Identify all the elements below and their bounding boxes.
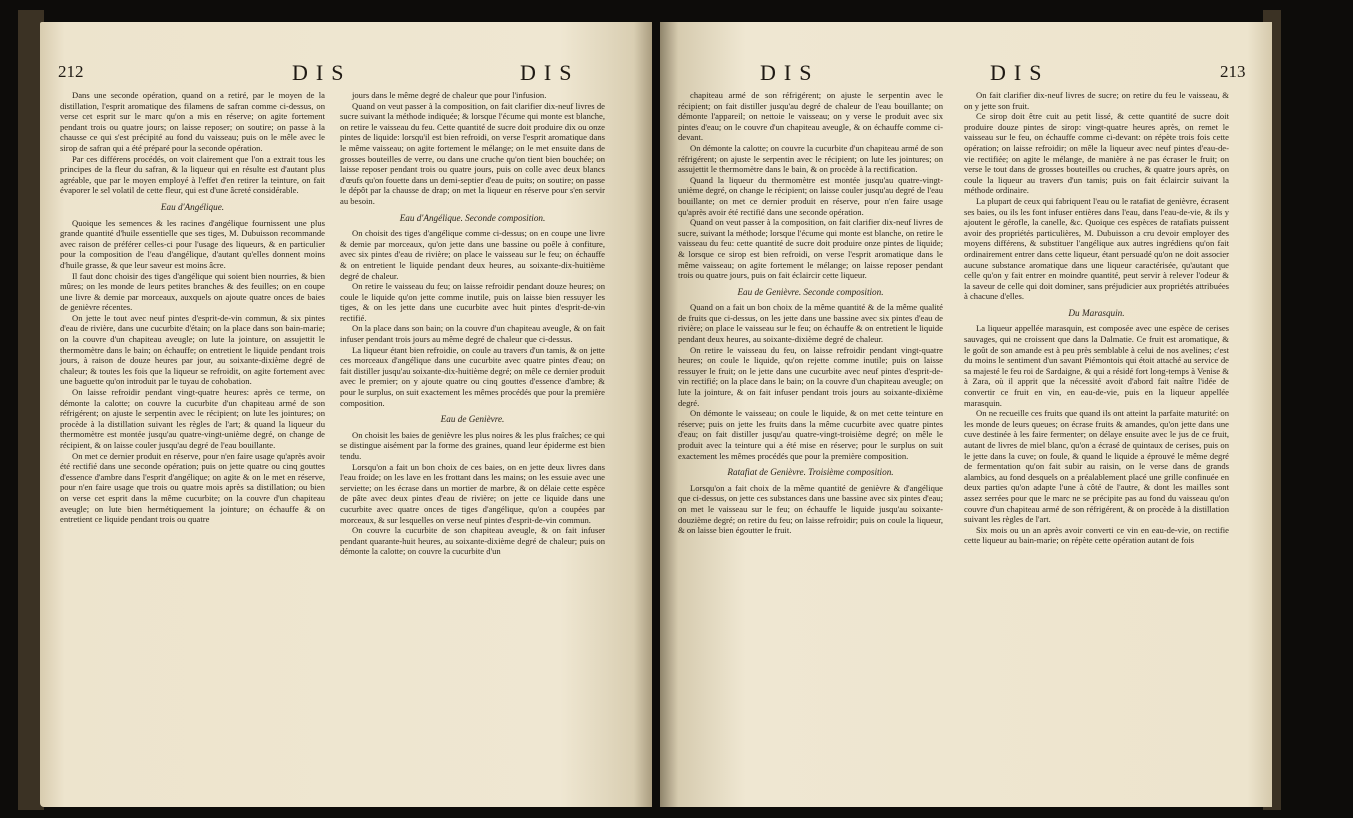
paragraph: On choisit des tiges d'angélique comme ci-dessus; on en coupe une livre & demie par morceaux, qu'on jette dans une bassine ou poêle à confiture, avec six pintes d'eau de rivière; on place le vaisseau sur le feu; on échauffe & on entretient le liquide pendant deux heures, au soixante-dix-huitième degré de chaleur.	[340, 228, 605, 281]
section-title: Du Marasquin.	[1068, 307, 1125, 318]
running-head-right-2: DIS	[990, 60, 1050, 85]
paragraph: On met ce dernier produit en réserve, pour n'en faire usage qu'après avoir été rectifié dans une seconde opération; puis on jette quatre ou cinq gouttes d'essence d'ambre dans l'esprit d'angélique; on agite & on le met en réserve, pour n'en faire usage que trois ou quatre mois après sa distillation; ou bien on verse cet esprit dans la même cucurbite; on la couvre d'un chapiteau aveugle; on lute bien hermétiquement la jointure; on échauffe & on entretient ce liquide pendant trois ou quatre	[60, 450, 325, 525]
paragraph: Six mois ou un an après avoir converti ce vin en eau-de-vie, on rectifie cette liqueur au bain-marie; on répète cette opération autant de fois	[964, 524, 1229, 546]
left-column-1	[60, 90, 325, 525]
paragraph: On démonte la calotte; on couvre la cucurbite d'un chapiteau armé de son réfrigérent; on ajuste le serpentin avec le récipient; on lute les jointures; on assujettit le thermomètre dans le bain, & on procède à la rectification.	[678, 142, 943, 175]
section-title: Eau de Genièvre. Seconde composition.	[737, 286, 884, 297]
paragraph: On retire le vaisseau du feu, on laisse refroidir pendant vingt-quatre heures; on coule le liquide, qu'on rejette comme inutile; puis on laisse ressuyer le fruit; on le jette dans une cucurbite avec neuf pintes d'esprit-de-vin rectifié; on la place dans le bain; on la couvre d'un chapiteau aveugle; on lute la jointure, & on fait infuser pendant trois jours au soixante-dixième degré.	[678, 344, 943, 408]
right-column-2	[964, 90, 1229, 546]
paragraph: La plupart de ceux qui fabriquent l'eau ou le ratafiat de genièvre, écrasent ses baies, ou ils les font infuser entières dans l'eau, dans l'eau-de-vie, & ils y ajoutent le gérofle, la canelle, &c. Quoique ces espèces de ratafiats puissent avoir des propriétés particulières, M. Dubuisson a cru devoir employer des moyens différens, & substituer l'angélique aux autres ingrédiens qu'on fait ordinairement entrer dans cette liqueur, étant persuadé qu'on ne doit associer aucune substance aromatique dans une liqueur caractérisée, qu'autant que celle qu'on y fait entrer en moindre quantité, peut servir à relever l'odeur & la saveur de celle qui doit dominer, sans préjudicier aux propriétés attribuées à chacune d'elles.	[964, 195, 1229, 302]
paragraph: Quand on a fait un bon choix de la même quantité & de la même qualité de fruits que ci-dessus, on les jette dans une bassine avec six pintes d'eau de rivière; on place le vaisseau sur le feu; on échauffe & on entretient le liquide pendant deux heures, au soixante-dixième degré de chaleur.	[678, 302, 943, 345]
right-page	[660, 22, 1272, 807]
paragraph: On choisit les baies de genièvre les plus noires & les plus fraîches; ce qui se distingue aisément par la forme des graines, quand leur épiderme est bien tendu.	[340, 429, 605, 461]
left-column-2	[340, 90, 605, 557]
running-head-left: DIS	[292, 60, 352, 85]
paragraph: On fait clarifier dix-neuf livres de sucre; on retire du feu le vaisseau, & on y jette son fruit.	[964, 90, 1229, 111]
right-column-1	[678, 90, 943, 536]
left-page	[40, 22, 652, 807]
section-title: Eau de Genièvre.	[440, 414, 505, 425]
paragraph: On couvre la cucurbite de son chapiteau aveugle, & on fait infuser pendant quarante-huit heures, au soixante-dixième degré de chaleur; puis on démonte la calotte; on couvre la cucurbite d'un	[340, 525, 605, 557]
section-title: Ratafiat de Genièvre. Troisième composition.	[727, 467, 894, 478]
running-head-right: DIS	[760, 60, 820, 85]
paragraph: Il faut donc choisir des tiges d'angélique qui soient bien nourries, & bien mûres; on les monde de leurs petites branches & des feuilles; on en coupe une livre & demie par morceaux, auxquels on ajoute quatre onces de baies de genièvre récentes.	[60, 270, 325, 313]
paragraph: jours dans le même degré de chaleur que pour l'infusion.	[352, 90, 547, 100]
paragraph: Quand on veut passer à la composition, on fait clarifier dix-neuf livres de sucre suivant la méthode indiquée; & lorsque l'écume qui monte est blanche, on retire le vaisseau du feu. Cette quantité de sucre doit produire dix ou onze pintes de liquide: lorsqu'il est bien refroidi, on verse l'esprit aromatique dans le même vaisseau; on agite fortement le mélange; on le met ensuite dans de grosses bouteilles de verre, ou dans une cruche qu'on tient bien bouchée; on laisse reposer pendant trois ou quatre jours, puis on colle avec deux blancs d'œufs qu'on fouette dans un demi-septier d'eau de puits; on soutire; on passe le dépôt par la chausse de drap; on met la liqueur en réserve pour s'en servir au besoin.	[340, 100, 605, 206]
paragraph: On laisse refroidir pendant vingt-quatre heures: après ce terme, on démonte la calotte; on couvre la cucurbite d'un chapiteau armé de son réfrigérent; on ajuste le serpentin avec le récipient; on lute les jointures; on procède à la distillation suivant les règles de l'art; & quand la liqueur du thermomètre est montée jusqu'au quatre-vingt-unième degré, on change de récipient, & on laisse couler jusqu'au degré de l'eau bouillante.	[60, 387, 325, 450]
page-number-right: 213	[1220, 62, 1246, 81]
paragraph: La liqueur appellée marasquin, est composée avec une espèce de cerises sauvages, qui ne croissent que dans la Dalmatie. Ce fruit est aromatique, & le goût de son amande est à peu près semblable à celui de nos avelines; c'est du moins le sentiment d'un savant Piémontois qui étoit attaché au service de sa majesté le feu roi de Sardaigne, & qui a résidé fort long-temps à Venise & à Zara, où il apprit que la nécessité avoit d'abord fait naître l'idée de convertir ce fruit en vin, en eau-de-vie, puis en la liqueur appellée marasquin.	[964, 323, 1229, 408]
paragraph: Quand on veut passer à la composition, on fait clarifier dix-neuf livres de sucre, suivant la méthode; lorsque l'écume qui monte est blanche, on retire le vaisseau du feu: cette quantité de sucre doit produire onze pintes de liquide; & lorsque ce sirop est bien refroidi, on verse l'esprit aromatique dans le même vaisseau; on agite fortement le mélange; on laisse reposer pendant trois ou quatre jours, puis on fait éclaircir cette liqueur.	[678, 217, 943, 281]
paragraph: On jette le tout avec neuf pintes d'esprit-de-vin commun, & six pintes d'eau de rivière, dans une cucurbite d'étain; on la place dans son bain-marie; on la couvre d'un chapiteau aveugle; on lute la jointure, on assujettit le thermomètre dans le bain; on échauffe; on entretient le liquide pendant trois jours, à raison de douze heures par jour, au soixante-dixième degré de chaleur; & toutes les fois que la liqueur se refroidit, on agite fortement avec une baguette qu'on introduit par le tuyau de cohobation.	[60, 312, 325, 387]
paragraph: chapiteau armé de son réfrigérent; on ajuste le serpentin avec le récipient; on fait distiller jusqu'au degré de chaleur de l'eau bouillante; on démonte l'appareil; on nettoie le vaisseau; on y verse le produit avec six pintes d'eau; on le couvre d'un chapiteau aveugle, & on échauffe comme ci-devant.	[678, 90, 943, 143]
paragraph: On ne recueille ces fruits que quand ils ont atteint la parfaite maturité: on les monde de leurs queues; on écrase fruits & amandes, qu'on jette dans une cuve destinée à les faire fermenter; on délaye ensuite avec le jus de ce fruit, autant de livres de miel blanc, qu'on a écrasé de quintaux de cerises, puis on le jette dans la cuve; on foule, & quand le liquide a éprouvé le même degré de fermentation qu'on fait subir au raisin, on le verse dans de grands alambics, au fond desquels on a préalablement placé une grille confinuée en deux parties qu'on adapte l'une à côté de l'autre, & dont les mailles sont assez serrées pour que le marc ne se précipite pas au fond du vaisseau qu'on couvre d'un chapiteau armé de son réfrigérent, & on procède à la distillation suivant les règles de l'art.	[964, 408, 1229, 525]
paragraph: On démonte le vaisseau; on coule le liquide, & on met cette teinture en réserve; puis on jette les fruits dans la même cucurbite avec quatre pintes d'eau; on fait distiller jusqu'au quatre-vingt-troisième degré; on mêle le produit avec la teinture qui a été mise en réserve; pour le surplus on suit exactement les mêmes procédés que pour la première composition.	[678, 408, 943, 461]
paragraph: Lorsqu'on a fait choix de la même quantité de genièvre & d'angélique que ci-dessus, on jette ces substances dans une bassine avec six pintes d'eau; on met le vaisseau sur le feu; on échauffe le liquide jusqu'au soixante-douzième degré; on retire du feu; on laisse refroidir; puis on coule la liqueur, & on laisse bien égoutter le fruit.	[678, 482, 943, 536]
running-head-left-2: DIS	[520, 60, 580, 85]
paragraph: Dans une seconde opération, quand on a retiré, par le moyen de la distillation, l'esprit aromatique des filamens de safran comme ci-dessus, on verse cet esprit sur le marc qu'on a mis en réserve; on agite fortement pendant trois ou quatre jours; on laisse reposer; on soutire; on passe à la chausse ce qui s'est précipité au fond du vaisseau; puis on le mêle avec le sirop de safran qui a été préparé pour la seconde opération.	[60, 90, 325, 153]
paragraph: Lorsqu'on a fait un bon choix de ces baies, on en jette deux livres dans l'eau froide; on les lave en les frottant dans les mains; on les essuie avec une serviette; on les écrase dans un mortier de marbre, & on délaie cette espèce de pâte avec deux pintes d'eau de rivière; on jette ce liquide dans une cucurbite avec quatre onces de tiges d'angélique, qu'on a coupées par morceaux, & sur lesquelles on verse neuf pintes d'esprit-de-vin commun.	[340, 461, 605, 525]
paragraph: Par ces différens procédés, on voit clairement que l'on a extrait tous les principes de la fleur du safran, & la liqueur qui en résulte est d'autant plus agréable, que par le moyen employé à l'effet d'en retirer la teinture, on fait évaporer le sel volatil de cette fleur, qui est d'une âcreté considérable.	[60, 153, 325, 196]
section-title: Eau d'Angélique.	[160, 201, 225, 212]
paragraph: On la place dans son bain; on la couvre d'un chapiteau aveugle, & on fait infuser pendant trois jours au même degré de chaleur que ci-dessus.	[340, 323, 605, 345]
page-number-left: 212	[58, 62, 84, 81]
paragraph: La liqueur étant bien refroidie, on coule au travers d'un tamis, & on jette ces morceaux d'angélique dans une cucurbite avec quatre pintes d'eau; on fait distiller jusqu'au soixante-dix-huitième degré; on mêle ce dernier produit avec le premier; on y ajoute quatre ou cinq gouttes d'essence d'ambre; & pour le surplus, on suit exactement les mêmes procédés que pour la première composition.	[340, 344, 605, 408]
paragraph: Quoique les semences & les racines d'angélique fournissent une plus grande quantité d'huile essentielle que ses tiges, M. Dubuisson recommande avec raison de préférer celles-ci pour l'usage des liqueurs, & en particulier pour la composition de l'eau d'angélique, d'autant qu'elles donnent moins d'huile grasse, & que leur saveur est moins âcre.	[60, 217, 325, 270]
section-title: Eau d'Angélique. Seconde composition.	[399, 212, 546, 223]
paragraph: Ce sirop doit être cuit au petit lissé, & cette quantité de sucre doit produire douze pintes de sirop: vingt-quatre heures après, on remet le vaisseau sur le feu, on échauffe comme ci-devant: on répète trois fois cette opération; on laisse refroidir; on mêle la liqueur avec neuf pintes d'eau-de-vie rectifiée; on agite le mélange, de manière à ne pas écraser le fruit; on verse le tout dans de grosses bouteilles ou cruches, & quatre jours après, on coule la liqueur au travers d'un tamis; puis on fait éclaircir suivant la méthode ordinaire.	[964, 111, 1229, 196]
paragraph: Quand la liqueur du thermomètre est montée jusqu'au quatre-vingt-unième degré, on change le récipient; on laisse couler jusqu'au degré de l'eau bouillante; on met ce dernier produit en réserve, pour n'en faire usage qu'après avoir été rectifié dans une seconde opération.	[678, 174, 943, 217]
paragraph: On retire le vaisseau du feu; on laisse refroidir pendant douze heures; on coule le liquide qu'on jette comme inutile, puis on laisse bien ressuyer les tiges, & on les jette dans une cucurbite avec huit pintes d'esprit-de-vin rectifié.	[340, 281, 605, 323]
